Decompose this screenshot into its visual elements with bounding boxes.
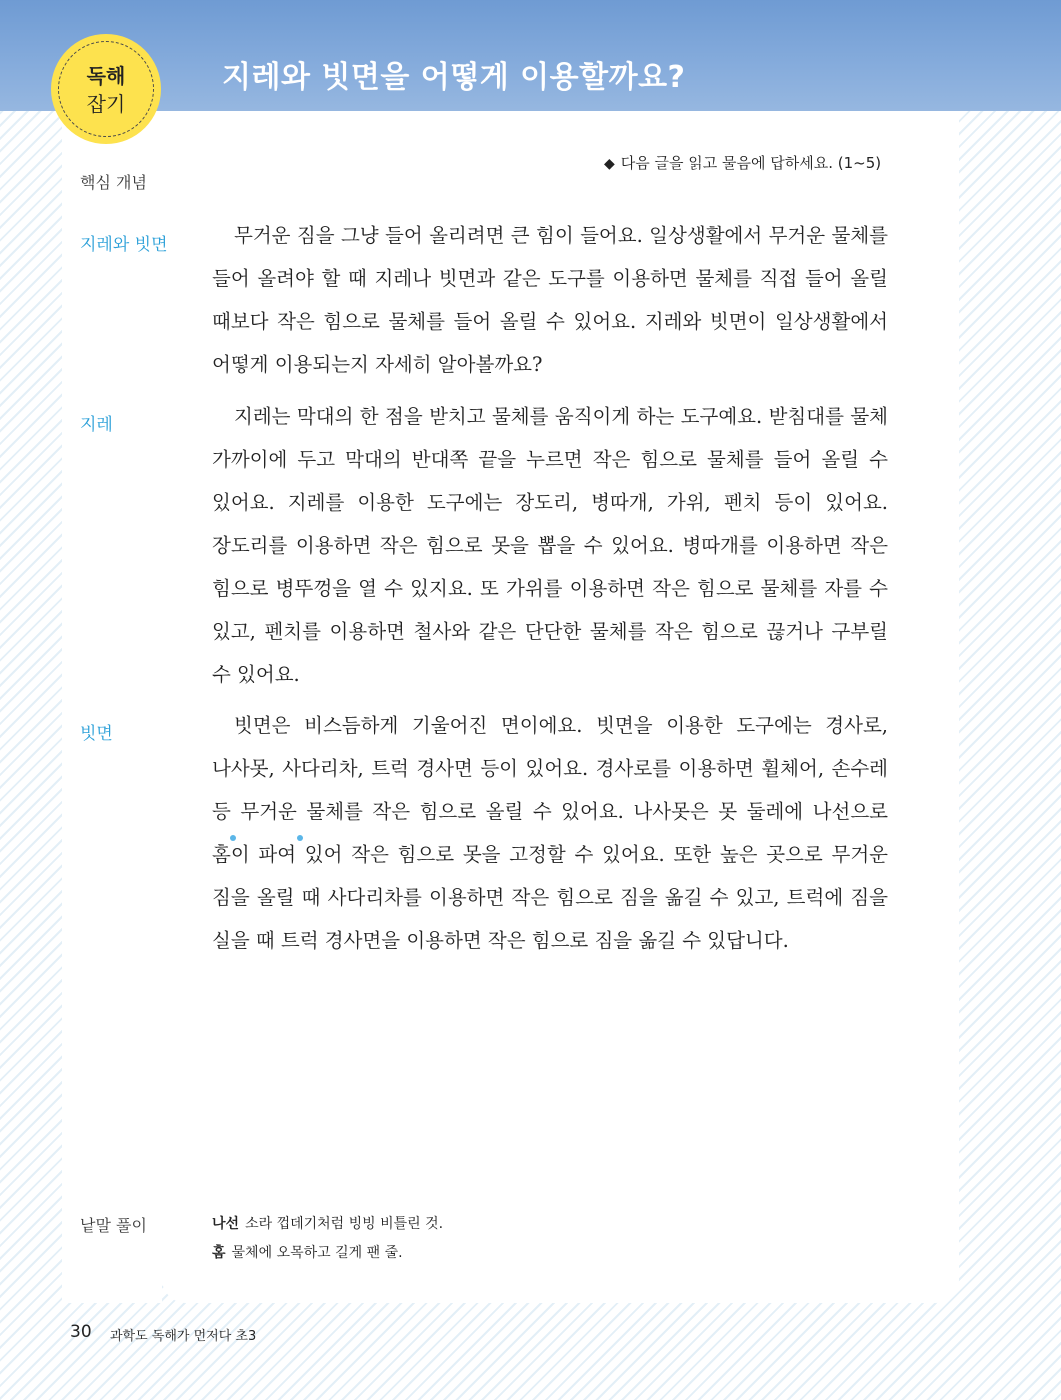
gloss-marker-dot — [297, 835, 303, 841]
glossary-heading: 낱말 풀이 — [80, 1216, 147, 1235]
glossary-definition: 소라 껍데기처럼 빙빙 비틀린 것. — [245, 1216, 444, 1232]
section-badge — [51, 34, 161, 144]
concept-label-lever-and-slope: 지레와 빗면 — [80, 235, 168, 255]
glossary-term: 나선 — [212, 1216, 240, 1232]
badge-line-1: 독해 — [86, 64, 126, 88]
glossary-entry — [212, 1213, 443, 1233]
gloss-marker-dot — [230, 835, 236, 841]
sidebar — [62, 111, 162, 1303]
instruction-text: 다음 글을 읽고 물음에 답하세요. (1~5) — [620, 154, 882, 172]
concept-label-slope: 빗면 — [80, 724, 113, 744]
concept-label-lever: 지레 — [80, 415, 113, 435]
page-title: 지레와 빗면을 어떻게 이용할까요? — [222, 60, 686, 95]
paragraph-slope: 빗면은 비스듬하게 기울어진 면이에요. 빗면을 이용한 도구에는 경사로, 나사못, 사다리차, 트럭 경사면 등이 있어요. 경사로를 이용하면 휠체어, 손수레 등 무거운 물체를 작은 힘으로 올릴 수 있어요. 나사못은 못 둘레에 나선으로 홈이 파여 있어 작은 힘으로 못을 고정할 수 있어요. 또한 높은 곳으로 무거운 짐을 올릴 때 사다리차를 이용하면 작은 힘으로 짐을 옮길 수 있고, 트럭에 짐을 실을 때 트럭 경사면을 이용하면 작은 힘으로 짐을 옮길 수 있답니다. — [212, 714, 888, 952]
badge-line-2: 잡기 — [86, 92, 126, 116]
paragraph-lever: 지레는 막대의 한 점을 받치고 물체를 움직이게 하는 도구예요. 받침대를 물체 가까이에 두고 막대의 반대쪽 끝을 누르면 작은 힘으로 물체를 들어 올릴 수 있어요. 지레를 이용한 도구에는 장도리, 병따개, 가위, 펜치 등이 있어요. 장도리를 이용하면 작은 힘으로 못을 뽑을 수 있어요. 병따개를 이용하면 작은 힘으로 병뚜껑을 열 수 있지요. 또 가위를 이용하면 작은 힘으로 물체를 자를 수 있고, 펜치를 이용하면 철사와 같은 단단한 물체를 작은 힘으로 끊거나 구부릴 수 있어요. — [212, 405, 888, 686]
glossary-term: 홈 — [212, 1245, 226, 1261]
paragraph-intro: 무거운 짐을 그냥 들어 올리려면 큰 힘이 들어요. 일상생활에서 무거운 물체를 들어 올려야 할 때 지레나 빗면과 같은 도구를 이용하면 물체를 직접 들어 올릴 때보다 작은 힘으로 물체를 들어 올릴 수 있어요. 지레와 빗면이 일상생활에서 어떻게 이용되는지 자세히 알아볼까요? — [212, 224, 888, 376]
glossary-definition: 물체에 오목하고 길게 팬 줄. — [231, 1245, 403, 1261]
book-title: 과학도 독해가 먼저다 초3 — [110, 1329, 257, 1344]
page-number: 30 — [70, 1322, 92, 1342]
glossary-entry — [212, 1242, 403, 1262]
diamond-icon: ◆ — [604, 156, 615, 172]
instruction — [604, 152, 881, 173]
sidebar-heading: 핵심 개념 — [80, 173, 147, 192]
